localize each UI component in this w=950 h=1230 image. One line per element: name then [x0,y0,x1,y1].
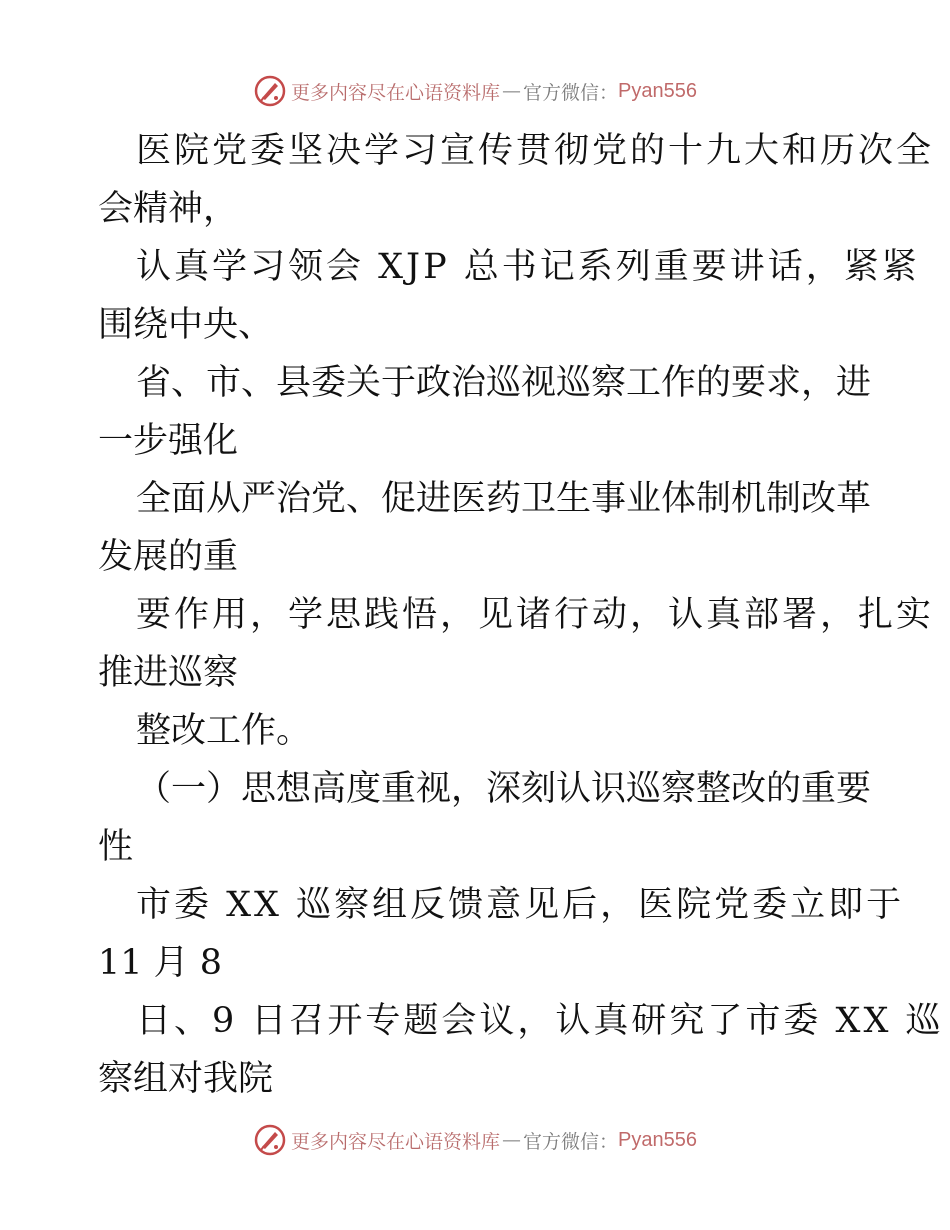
banner-library-text: 更多内容尽在心语资料库 [291,81,501,104]
banner-wechat-id: Pyan556 [618,1128,697,1151]
text-line: 围绕中央、 [98,305,274,345]
text-line: 医院党委坚决学习宣传贯彻党的十九大和历次全 [136,131,935,171]
text-line: 认真学习领会 XJP 总书记系列重要讲话，紧紧 [136,247,920,287]
text-line: 推进巡察 [98,653,239,693]
quill-pen-logo-icon [253,1123,287,1157]
text-line: 全面从严治党、促进医药卫生事业体制机制改革 [136,479,872,519]
text-line: 整改工作。 [136,711,312,751]
document-body [98,122,944,1108]
text-line: 会精神， [98,189,239,229]
header-banner [0,71,950,111]
banner-dash: — [502,80,522,102]
banner-library-text: 更多内容尽在心语资料库 [291,1130,501,1153]
footer-banner [0,1120,950,1160]
banner-wechat-label: 官方微信： [523,81,619,104]
section-heading-line: （一）思想高度重视，深刻认识巡察整改的重要 [136,769,872,809]
text-line: 市委 XX 巡察组反馈意见后，医院党委立即于 [136,885,905,925]
text-line: 察组对我院 [98,1059,274,1099]
text-line: 性 [98,827,134,867]
text-line: 一步强化 [98,421,239,461]
text-line: 要作用，学思践悟，见诸行动，认真部署，扎实 [136,595,935,635]
banner-dash: — [502,1129,522,1151]
quill-pen-logo-icon [253,74,287,108]
text-line: 发展的重 [98,537,239,577]
banner-wechat-id: Pyan556 [618,79,697,102]
text-line: 11 月 8 [98,943,223,983]
text-line: 省、市、县委关于政治巡视巡察工作的要求，进 [136,363,872,403]
banner-wechat-label: 官方微信： [523,1130,619,1153]
text-line: 日、9 日召开专题会议，认真研究了市委 XX 巡 [136,1001,944,1041]
